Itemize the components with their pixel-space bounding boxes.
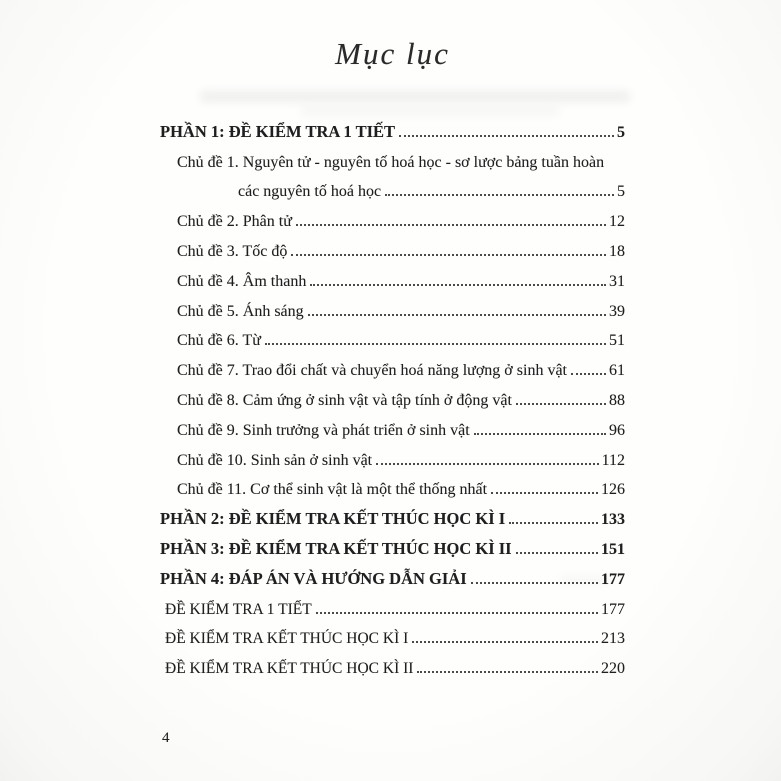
toc-entry-topic-2 bbox=[160, 201, 625, 231]
dotted-leader bbox=[491, 492, 598, 494]
dotted-leader bbox=[571, 373, 606, 375]
toc-entry-page: 39 bbox=[609, 302, 625, 320]
table-of-contents bbox=[160, 112, 625, 678]
toc-entry-page: 51 bbox=[609, 332, 625, 350]
toc-entry-page: 220 bbox=[601, 660, 625, 678]
dotted-leader bbox=[412, 641, 598, 643]
toc-entry-label: Chủ đề 10. Sinh sản ở sinh vật bbox=[177, 451, 373, 469]
toc-entry-part-1 bbox=[160, 112, 625, 142]
toc-entry-page: 12 bbox=[609, 213, 625, 231]
toc-entry-sub-3 bbox=[160, 648, 625, 678]
dotted-leader bbox=[308, 314, 606, 316]
toc-entry-page: 213 bbox=[601, 630, 625, 648]
toc-entry-label: Chủ đề 9. Sinh trưởng và phát triển ở sinh vật bbox=[177, 421, 470, 439]
page-title: Mục lục bbox=[335, 36, 450, 71]
toc-entry-topic-7 bbox=[160, 350, 625, 380]
dotted-leader bbox=[376, 463, 598, 465]
dotted-leader bbox=[516, 552, 598, 554]
folio-page-number: 4 bbox=[162, 730, 170, 746]
toc-entry-page: 88 bbox=[609, 391, 625, 409]
toc-entry-label: Chủ đề 5. Ánh sáng bbox=[177, 302, 304, 320]
reverse-page-ghosting bbox=[200, 90, 630, 103]
toc-entry-label: các nguyên tố hoá học bbox=[238, 183, 382, 201]
toc-entry-topic-5 bbox=[160, 291, 625, 321]
toc-entry-page: 112 bbox=[601, 451, 625, 469]
dotted-leader bbox=[399, 135, 614, 137]
dotted-leader bbox=[291, 254, 606, 256]
dotted-leader bbox=[265, 343, 606, 345]
toc-entry-topic-1-line-1 bbox=[160, 142, 625, 172]
toc-entry-page: 177 bbox=[601, 570, 625, 588]
toc-entry-label: ĐỀ KIỂM TRA KẾT THÚC HỌC KÌ II bbox=[165, 660, 414, 678]
dotted-leader bbox=[516, 403, 606, 405]
toc-entry-topic-1-line-2 bbox=[160, 172, 625, 202]
toc-entry-sub-1 bbox=[160, 589, 625, 619]
toc-entry-label: PHẦN 3: ĐỀ KIỂM TRA KẾT THÚC HỌC KÌ II bbox=[160, 538, 512, 558]
toc-entry-page: 177 bbox=[601, 600, 625, 618]
toc-entry-page: 151 bbox=[601, 540, 625, 558]
toc-entry-label: ĐỀ KIỂM TRA KẾT THÚC HỌC KÌ I bbox=[165, 630, 409, 648]
toc-entry-page: 96 bbox=[609, 421, 625, 439]
toc-entry-label: Chủ đề 1. Nguyên tử - nguyên tố hoá học - sơ lược bảng tuần hoàn bbox=[177, 153, 605, 171]
toc-entry-topic-10 bbox=[160, 440, 625, 470]
toc-entry-topic-9 bbox=[160, 410, 625, 440]
toc-entry-label: Chủ đề 3. Tốc độ bbox=[177, 242, 288, 260]
toc-entry-label: Chủ đề 8. Cảm ứng ở sinh vật và tập tính ở động vật bbox=[177, 391, 512, 409]
toc-entry-page: 61 bbox=[609, 362, 625, 380]
dotted-leader bbox=[310, 284, 606, 286]
toc-entry-topic-6 bbox=[160, 321, 625, 351]
dotted-leader bbox=[417, 671, 598, 673]
toc-entry-label: PHẦN 2: ĐỀ KIỂM TRA KẾT THÚC HỌC KÌ I bbox=[160, 509, 506, 529]
toc-entry-topic-4 bbox=[160, 261, 625, 291]
toc-entry-page: 18 bbox=[609, 242, 625, 260]
dotted-leader bbox=[474, 433, 606, 435]
toc-entry-label: Chủ đề 4. Âm thanh bbox=[177, 272, 307, 290]
toc-entry-page: 126 bbox=[601, 481, 625, 499]
dotted-leader bbox=[385, 194, 614, 196]
toc-entry-topic-3 bbox=[160, 231, 625, 261]
toc-entry-sub-2 bbox=[160, 619, 625, 649]
toc-entry-page: 5 bbox=[617, 183, 625, 201]
toc-entry-page: 133 bbox=[601, 511, 625, 529]
toc-entry-label: PHẦN 1: ĐỀ KIỂM TRA 1 TIẾT bbox=[160, 121, 396, 141]
toc-entry-label: Chủ đề 11. Cơ thể sinh vật là một thể thống nhất bbox=[177, 481, 488, 499]
toc-entry-topic-11 bbox=[160, 470, 625, 500]
toc-entry-part-2 bbox=[160, 499, 625, 529]
dotted-leader bbox=[471, 582, 598, 584]
toc-entry-label: Chủ đề 6. Từ bbox=[177, 332, 261, 350]
dotted-leader bbox=[509, 522, 598, 524]
toc-entry-label: Chủ đề 2. Phân tử bbox=[177, 213, 292, 231]
toc-entry-topic-8 bbox=[160, 380, 625, 410]
toc-entry-label: ĐỀ KIỂM TRA 1 TIẾT bbox=[165, 600, 312, 618]
dotted-leader bbox=[296, 224, 606, 226]
toc-entry-part-4 bbox=[160, 559, 625, 589]
toc-entry-part-3 bbox=[160, 529, 625, 559]
toc-entry-page: 31 bbox=[609, 272, 625, 290]
toc-entry-page: 5 bbox=[617, 123, 625, 141]
dotted-leader bbox=[316, 612, 598, 614]
toc-entry-label: PHẦN 4: ĐÁP ÁN VÀ HƯỚNG DẪN GIẢI bbox=[160, 568, 467, 588]
toc-entry-label: Chủ đề 7. Trao đổi chất và chuyển hoá năng lượng ở sinh vật bbox=[177, 362, 567, 380]
